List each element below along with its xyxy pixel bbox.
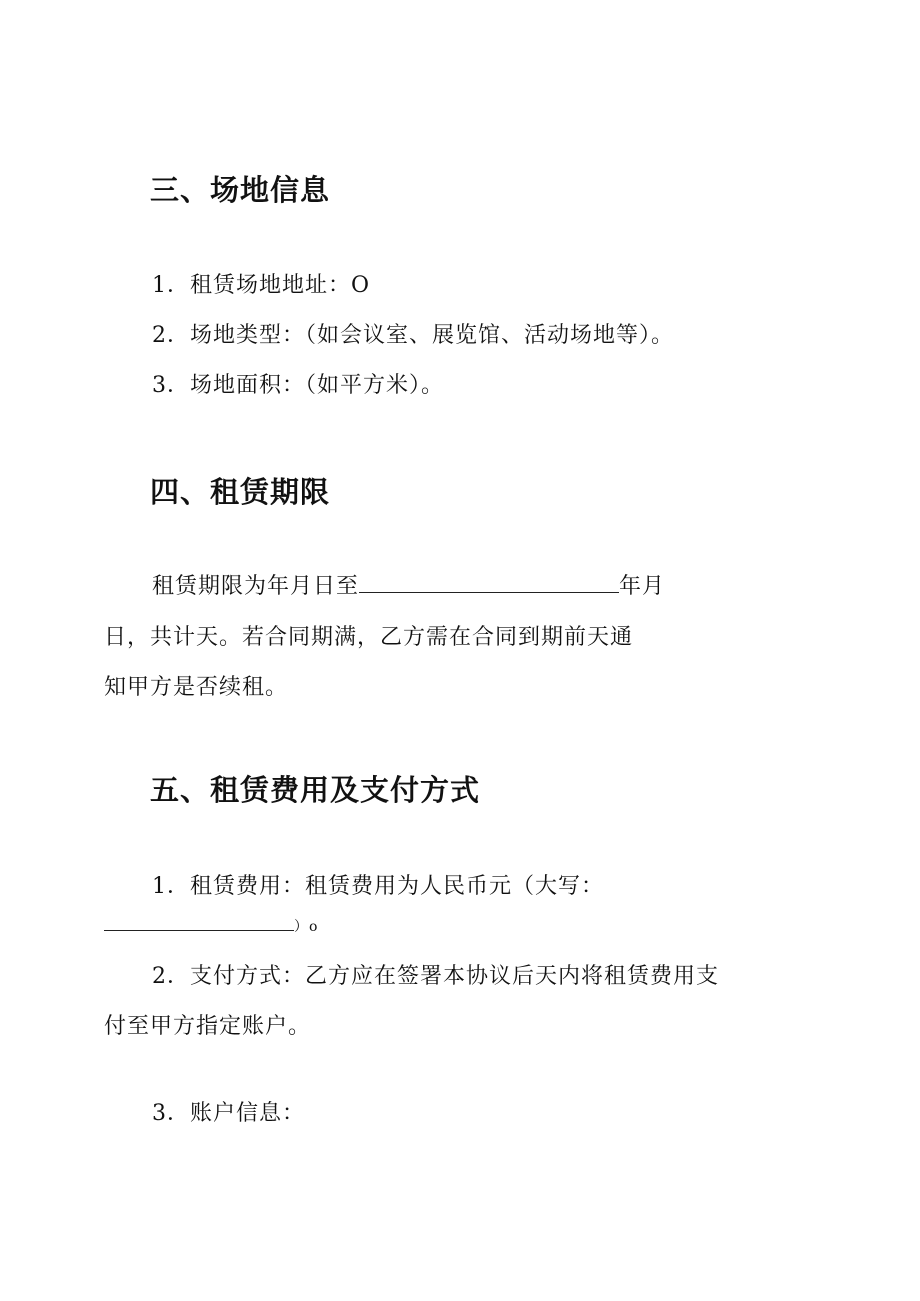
end-date-blank [359, 592, 619, 593]
amount-in-words-blank [104, 930, 294, 931]
payment-method-line-1: 2．支付方式：乙方应在签署本协议后天内将租赁费用支 [152, 964, 719, 989]
venue-type-item: 2．场地类型：（如会议室、展览馆、活动场地等）。 [152, 323, 674, 348]
lease-term-line-3: 知甲方是否续租。 [104, 675, 289, 700]
fee-item-line-2 [104, 912, 318, 937]
section-4-heading: 四、租赁期限 [150, 475, 331, 509]
account-info-item: 3．账户信息： [152, 1101, 305, 1126]
section-3-heading: 三、场地信息 [150, 173, 331, 207]
lease-term-line-2: 日，共计天。若合同期满，乙方需在合同到期前天通 [104, 625, 634, 650]
lease-term-text-a: 租赁期限为年月日至 [152, 574, 360, 599]
fee-item-tail: ）o [294, 919, 319, 935]
fee-item-line-1: 1．租赁费用：租赁费用为人民币元（大写： [152, 874, 604, 899]
payment-method-line-2: 付至甲方指定账户。 [104, 1014, 312, 1039]
lease-term-line-1 [152, 569, 665, 600]
venue-address-item: 1．租赁场地地址：O [152, 273, 371, 298]
lease-term-text-b: 年月 [619, 574, 666, 599]
venue-area-item: 3．场地面积：（如平方米）。 [152, 373, 444, 398]
section-5-heading: 五、租赁费用及支付方式 [150, 773, 481, 807]
